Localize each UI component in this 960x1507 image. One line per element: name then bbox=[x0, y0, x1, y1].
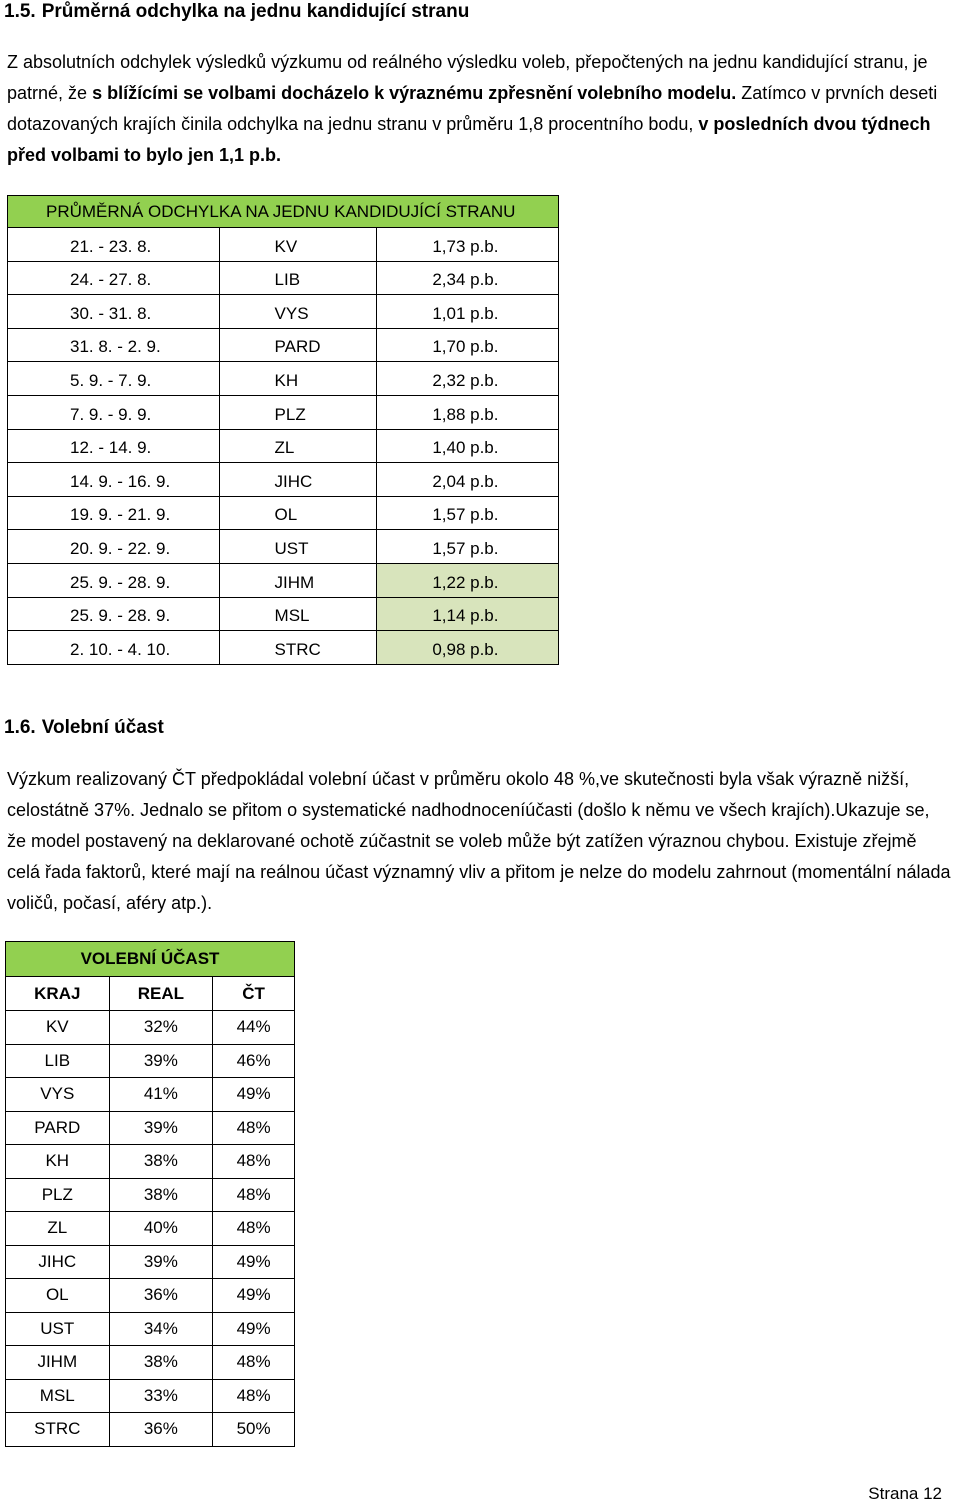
page-number: Strana 12 bbox=[868, 1484, 942, 1503]
column-header-ct: ČT bbox=[213, 977, 295, 1011]
ct-turnout-cell: 49% bbox=[213, 1078, 295, 1112]
date-cell: 2. 10. - 4. 10. bbox=[8, 631, 220, 665]
deviation-cell: 1,57 p.b. bbox=[377, 530, 559, 564]
table-row bbox=[8, 429, 559, 463]
region-cell: ZL bbox=[6, 1212, 110, 1246]
column-header-real: REAL bbox=[109, 977, 213, 1011]
region-cell: MSL bbox=[6, 1379, 110, 1413]
region-cell: KV bbox=[219, 228, 377, 262]
paragraph-bold-text: v posledních dvou týdnech před volbami to bylo jen 1,1 p.b. bbox=[7, 114, 931, 165]
real-turnout-cell: 41% bbox=[109, 1078, 213, 1112]
region-cell: UST bbox=[219, 530, 377, 564]
real-turnout-cell: 38% bbox=[109, 1145, 213, 1179]
real-turnout-cell: 34% bbox=[109, 1312, 213, 1346]
region-cell: KV bbox=[6, 1011, 110, 1045]
region-cell: VYS bbox=[6, 1078, 110, 1112]
region-cell: PARD bbox=[6, 1111, 110, 1145]
region-cell: KH bbox=[219, 362, 377, 396]
table-row bbox=[8, 295, 559, 329]
region-cell: OL bbox=[219, 496, 377, 530]
deviation-cell: 1,14 p.b. bbox=[377, 597, 559, 631]
date-cell: 5. 9. - 7. 9. bbox=[8, 362, 220, 396]
date-cell: 31. 8. - 2. 9. bbox=[8, 328, 220, 362]
paragraph-text: Z absolutních odchylek výsledků výzkumu od reálného výsledku voleb, přepočtených na jednu kandidující stranu, je patrné, že bbox=[7, 52, 928, 103]
table-row bbox=[6, 1178, 295, 1212]
real-turnout-cell: 38% bbox=[109, 1346, 213, 1380]
table-row bbox=[6, 1279, 295, 1313]
table-row bbox=[8, 362, 559, 396]
region-cell: LIB bbox=[6, 1044, 110, 1078]
ct-turnout-cell: 46% bbox=[213, 1044, 295, 1078]
region-cell: LIB bbox=[219, 261, 377, 295]
table-row bbox=[8, 228, 559, 262]
paragraph-text: Zatímco v prvních deseti dotazovaných krajích činila odchylka na jednu stranu v průměru 1,8 procentního bodu, bbox=[7, 83, 938, 134]
ct-turnout-cell: 49% bbox=[213, 1279, 295, 1313]
deviation-cell: 1,22 p.b. bbox=[377, 563, 559, 597]
date-cell: 19. 9. - 21. 9. bbox=[8, 496, 220, 530]
table-title: PRŮMĚRNÁ ODCHYLKA NA JEDNU KANDIDUJÍCÍ STRANU bbox=[8, 196, 559, 228]
real-turnout-cell: 36% bbox=[109, 1279, 213, 1313]
section-heading-1-5 bbox=[4, 0, 469, 24]
region-cell: OL bbox=[6, 1279, 110, 1313]
date-cell: 24. - 27. 8. bbox=[8, 261, 220, 295]
region-cell: JIHM bbox=[6, 1346, 110, 1380]
section-title: Volební účast bbox=[41, 717, 164, 738]
date-cell: 20. 9. - 22. 9. bbox=[8, 530, 220, 564]
deviation-cell: 2,04 p.b. bbox=[377, 463, 559, 497]
deviation-cell: 0,98 p.b. bbox=[377, 631, 559, 665]
ct-turnout-cell: 44% bbox=[213, 1011, 295, 1045]
section-heading-1-6 bbox=[4, 716, 164, 740]
deviation-cell: 1,57 p.b. bbox=[377, 496, 559, 530]
real-turnout-cell: 39% bbox=[109, 1111, 213, 1145]
date-cell: 25. 9. - 28. 9. bbox=[8, 597, 220, 631]
deviation-cell: 1,40 p.b. bbox=[377, 429, 559, 463]
table-title: VOLEBNÍ ÚČAST bbox=[6, 942, 295, 977]
region-cell: UST bbox=[6, 1312, 110, 1346]
region-cell: ZL bbox=[219, 429, 377, 463]
section-number: 1.6. bbox=[4, 717, 36, 738]
table-row bbox=[6, 1145, 295, 1179]
real-turnout-cell: 40% bbox=[109, 1212, 213, 1246]
table-row bbox=[6, 1044, 295, 1078]
real-turnout-cell: 33% bbox=[109, 1379, 213, 1413]
deviation-cell: 1,88 p.b. bbox=[377, 395, 559, 429]
date-cell: 7. 9. - 9. 9. bbox=[8, 395, 220, 429]
table-row bbox=[6, 1111, 295, 1145]
table-row bbox=[8, 530, 559, 564]
table-row bbox=[6, 1413, 295, 1447]
deviation-table bbox=[7, 195, 559, 665]
ct-turnout-cell: 50% bbox=[213, 1413, 295, 1447]
ct-turnout-cell: 48% bbox=[213, 1212, 295, 1246]
section-paragraph-1-5 bbox=[7, 47, 953, 171]
region-cell: VYS bbox=[219, 295, 377, 329]
ct-turnout-cell: 48% bbox=[213, 1379, 295, 1413]
ct-turnout-cell: 49% bbox=[213, 1312, 295, 1346]
region-cell: KH bbox=[6, 1145, 110, 1179]
table-row bbox=[8, 563, 559, 597]
region-cell: JIHC bbox=[219, 463, 377, 497]
table-row bbox=[8, 463, 559, 497]
region-cell: PARD bbox=[219, 328, 377, 362]
table-row bbox=[8, 496, 559, 530]
table-row bbox=[8, 631, 559, 665]
real-turnout-cell: 39% bbox=[109, 1245, 213, 1279]
ct-turnout-cell: 49% bbox=[213, 1245, 295, 1279]
table-row bbox=[6, 1346, 295, 1380]
region-cell: JIHC bbox=[6, 1245, 110, 1279]
real-turnout-cell: 32% bbox=[109, 1011, 213, 1045]
region-cell: PLZ bbox=[219, 395, 377, 429]
region-cell: STRC bbox=[6, 1413, 110, 1447]
region-cell: PLZ bbox=[6, 1178, 110, 1212]
deviation-cell: 2,34 p.b. bbox=[377, 261, 559, 295]
table-row bbox=[8, 597, 559, 631]
table-row bbox=[8, 328, 559, 362]
table-column-header-row bbox=[6, 977, 295, 1011]
table-row bbox=[6, 1212, 295, 1246]
table-row bbox=[6, 1078, 295, 1112]
date-cell: 14. 9. - 16. 9. bbox=[8, 463, 220, 497]
table-header-row bbox=[8, 196, 559, 228]
paragraph-bold-text: s blížícími se volbami docházelo k výraznému zpřesnění volebního modelu. bbox=[92, 83, 737, 103]
deviation-cell: 1,70 p.b. bbox=[377, 328, 559, 362]
turnout-table bbox=[5, 941, 295, 1447]
real-turnout-cell: 36% bbox=[109, 1413, 213, 1447]
ct-turnout-cell: 48% bbox=[213, 1178, 295, 1212]
date-cell: 30. - 31. 8. bbox=[8, 295, 220, 329]
table-row bbox=[6, 1379, 295, 1413]
table-row bbox=[8, 395, 559, 429]
region-cell: STRC bbox=[219, 631, 377, 665]
table-row bbox=[8, 261, 559, 295]
ct-turnout-cell: 48% bbox=[213, 1145, 295, 1179]
date-cell: 12. - 14. 9. bbox=[8, 429, 220, 463]
table-row bbox=[6, 1011, 295, 1045]
deviation-cell: 2,32 p.b. bbox=[377, 362, 559, 396]
ct-turnout-cell: 48% bbox=[213, 1346, 295, 1380]
section-number: 1.5. bbox=[4, 1, 36, 22]
table-row bbox=[6, 1312, 295, 1346]
date-cell: 25. 9. - 28. 9. bbox=[8, 563, 220, 597]
section-title: Průměrná odchylka na jednu kandidující stranu bbox=[41, 1, 470, 22]
region-cell: JIHM bbox=[219, 563, 377, 597]
section-paragraph-1-6: Výzkum realizovaný ČT předpokládal volební účast v průměru okolo 48 %,ve skutečnosti byla však výrazně nižší, celostátně 37%. Jednalo se přitom o systematické nadhodnoceníúčasti (došlo k němu ve všech krajích).Ukazuje se, že model postavený na deklarované ochotě zúčastnit se voleb může být zatížen výraznou chybou. Existuje zřejmě celá řada faktorů, které mají na reálnou účast významný vliv a přitom je nelze do modelu zahrnout (momentální nálada voličů, počasí, aféry atp.). bbox=[7, 769, 951, 913]
ct-turnout-cell: 48% bbox=[213, 1111, 295, 1145]
table-row bbox=[6, 1245, 295, 1279]
deviation-cell: 1,73 p.b. bbox=[377, 228, 559, 262]
column-header-kraj: KRAJ bbox=[6, 977, 110, 1011]
date-cell: 21. - 23. 8. bbox=[8, 228, 220, 262]
real-turnout-cell: 38% bbox=[109, 1178, 213, 1212]
region-cell: MSL bbox=[219, 597, 377, 631]
table-header-row bbox=[6, 942, 295, 977]
real-turnout-cell: 39% bbox=[109, 1044, 213, 1078]
deviation-cell: 1,01 p.b. bbox=[377, 295, 559, 329]
